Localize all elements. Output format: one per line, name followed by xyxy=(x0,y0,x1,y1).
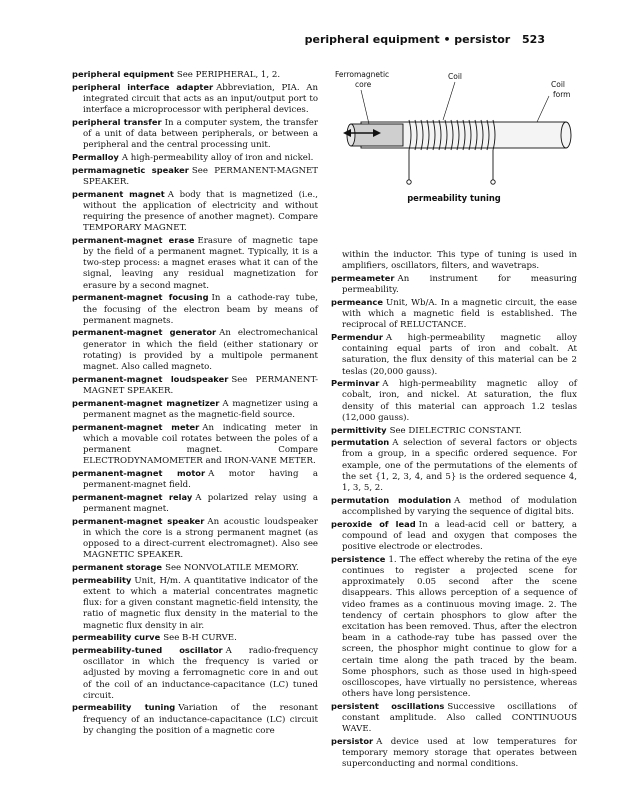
glossary-definition: A magnetizer using a permanent magnet as the magnetic-field source. xyxy=(83,398,318,420)
glossary-definition: 1. The effect whereby the retina of the eye continues to register a projected scene for approximately 0.05 second after the scene disappears. This allows perception of a sequence of video frames as a continuous moving image. 2. The tendency of certain phosphors to glow after the excitation has been removed. Thus, after the electron beam in a cathode-ray tube has passed over the screen, the phosphor might continue to glow for a certain time along the path traced by the beam. Some phosphors, such as those used in high-speed oscilloscopes, have virtually no persistence, whereas others have long persistence. xyxy=(342,554,577,700)
glossary-definition: A polarized relay using a permanent magnet. xyxy=(83,492,318,515)
glossary-entry xyxy=(331,297,577,332)
glossary-entry xyxy=(72,292,318,327)
glossary-definition: A high-permeability magnetic alloy containing equal parts of iron and cobalt. At saturation, the flux density of this material can be 2 teslas (20,000 gauss). xyxy=(342,332,577,377)
glossary-term: peripheral interface adapter xyxy=(72,81,214,92)
glossary-term: permamagnetic speaker xyxy=(72,164,189,175)
glossary-term: permanent-magnet erase xyxy=(72,234,195,245)
glossary-definition: Unit, H/m. A quantitative indicator of the extent to which a material concentrates magnetic flux: for a given constant magnetic-field intensity, the ratio of magnetic flux density in the material to the magnetic flux density in air. xyxy=(83,575,318,631)
glossary-definition: See PERMANENT-MAGNET SPEAKER. xyxy=(83,165,319,187)
glossary-definition: See PERMANENT-MAGNET SPEAKER. xyxy=(83,374,318,396)
terminal-right xyxy=(491,180,495,184)
figure-permeability-tuning xyxy=(331,62,577,212)
glossary-entry xyxy=(72,152,318,164)
glossary-term: permanent-magnet generator xyxy=(72,327,217,338)
glossary-entry xyxy=(72,422,318,468)
glossary-term: permanent-magnet magnetizer xyxy=(72,397,220,408)
glossary-entry xyxy=(331,332,577,378)
glossary-definition: A radio-frequency oscillator in which the frequency is varied or adjusted by moving a ferromagnetic core in and out of the coil of an inductance-capacitance (LC) tuned circuit. xyxy=(83,645,319,701)
glossary-entry xyxy=(331,495,577,518)
glossary-entry xyxy=(331,736,577,771)
glossary-entry xyxy=(72,69,318,81)
glossary-definition: A body that is magnetized (i.e., without the application of electricity and without requiring the presence of another magnet). Compare TEMPORARY MAGNET. xyxy=(83,189,318,234)
label-core-1: Ferromagnetic xyxy=(335,70,390,79)
glossary-entry xyxy=(72,82,318,117)
glossary-definition: Variation of the resonant frequency of an inductance-capacitance (LC) circuit by changing the position of a magnetic core xyxy=(83,703,319,736)
glossary-entry xyxy=(72,516,318,562)
glossary-term: persistent oscillations xyxy=(331,700,445,711)
glossary-entry xyxy=(72,645,318,702)
glossary-definition: In a computer system, the transfer of a unit of data between peripherals, or between a peripheral and the central processing unit. xyxy=(83,117,318,151)
glossary-entry xyxy=(72,632,318,644)
glossary-entry xyxy=(331,250,577,272)
glossary-term: permeability xyxy=(72,574,132,585)
leader-form xyxy=(537,96,549,122)
leader-core xyxy=(361,90,369,124)
glossary-term: peripheral equipment xyxy=(72,69,174,79)
figure-caption: permeability tuning xyxy=(407,193,501,203)
glossary-term: Permalloy xyxy=(72,151,119,162)
coil-diagram xyxy=(331,62,577,192)
glossary-entry xyxy=(331,378,577,424)
glossary-term: persistence xyxy=(331,553,386,564)
glossary-entry xyxy=(72,235,318,292)
glossary-definition: An instrument for measuring permeability. xyxy=(342,273,577,296)
running-header xyxy=(305,33,545,46)
glossary-entry xyxy=(331,273,577,296)
glossary-term: Perminvar xyxy=(331,378,380,389)
glossary-term: persistor xyxy=(331,736,374,747)
glossary-definition: In a lead-acid cell or battery, a compound of lead and oxygen that composes the positive electrode or electrodes. xyxy=(342,519,577,553)
terminal-left xyxy=(407,180,411,184)
glossary-term: permanent-magnet focusing xyxy=(72,292,209,303)
glossary-entry xyxy=(72,468,318,491)
glossary-term: permutation modulation xyxy=(331,494,452,505)
glossary-term: permeability curve xyxy=(72,632,161,643)
glossary-entry xyxy=(72,492,318,515)
glossary-entry xyxy=(72,562,318,574)
glossary-definition: See B-H CURVE. xyxy=(163,633,237,644)
glossary-term: permanent storage xyxy=(72,562,163,573)
glossary-term: permeameter xyxy=(331,272,395,283)
glossary-entry xyxy=(331,701,577,736)
glossary-term: peroxide of lead xyxy=(331,518,416,529)
glossary-entry xyxy=(72,117,318,152)
page-number: 523 xyxy=(522,33,545,46)
glossary-definition: A method of modulation accomplished by varying the sequence of digital bits. xyxy=(342,495,577,517)
glossary-entry xyxy=(72,374,318,397)
glossary-entry xyxy=(72,165,318,188)
glossary-definition: Successive oscillations of constant amplitude. Also called CONTINUOUS WAVE. xyxy=(342,701,577,735)
label-coil: Coil xyxy=(448,72,462,81)
glossary-entry xyxy=(331,437,577,494)
left-column xyxy=(72,69,318,738)
glossary-term: permeability tuning xyxy=(72,702,176,713)
glossary-term: permanent-magnet motor xyxy=(72,467,206,478)
glossary-entry xyxy=(331,519,577,554)
glossary-definition: An electromechanical generator in which the field (either stationary or rotating) is provided by a multipole permanent magnet. Also called magneto. xyxy=(83,328,318,373)
glossary-definition: See DIELECTRIC CONSTANT. xyxy=(389,425,522,436)
glossary-entry xyxy=(72,327,318,373)
glossary-term: permittivity xyxy=(331,424,387,435)
glossary-entry xyxy=(72,398,318,421)
glossary-definition: Erasure of magnetic tape by the field of a permanent magnet. Typically, it is a two-step process: a magnet erases what it can of the signal, leaving any residual magnetization for erasure by a second magnet. xyxy=(83,235,318,291)
glossary-entry xyxy=(331,554,577,701)
label-form-2: form xyxy=(553,90,571,99)
label-form-1: Coil xyxy=(551,80,565,89)
glossary-term: peripheral transfer xyxy=(72,116,162,127)
glossary-definition: within the inductor. This type of tuning is used in amplifiers, oscillators, filters, and wavetraps. xyxy=(342,250,577,272)
glossary-entry xyxy=(72,575,318,632)
coil-form-end xyxy=(561,122,571,148)
leader-coil xyxy=(443,82,455,120)
glossary-definition: A device used at low temperatures for temporary memory storage that operates between superconducting and normal conditions. xyxy=(342,737,577,770)
glossary-definition: Unit, Wb/A. In a magnetic circuit, the ease with which a magnetic field is established. The reciprocal of RELUCTANCE. xyxy=(342,297,577,331)
glossary-term: permanent-magnet meter xyxy=(72,421,200,432)
glossary-entry xyxy=(72,702,318,737)
glossary-definition: See PERIPHERAL, 1, 2. xyxy=(176,70,281,80)
running-title: peripheral equipment • persistor xyxy=(304,33,511,46)
glossary-entry xyxy=(72,189,318,235)
glossary-term: permutation xyxy=(331,437,390,448)
glossary-term: permanent-magnet loudspeaker xyxy=(72,373,229,384)
glossary-definition: A motor having a permanent-magnet field. xyxy=(83,468,318,491)
glossary-term: permanent magnet xyxy=(72,188,165,199)
label-core-2: core xyxy=(355,80,372,89)
glossary-definition: Abbreviation, PIA. An integrated circuit that acts as an input/output port to interface a microprocessor with peripheral devices. xyxy=(83,82,318,116)
glossary-term: permeability-tuned oscillator xyxy=(72,644,223,655)
glossary-term: Permendur xyxy=(331,331,383,342)
glossary-definition: A selection of several factors or objects from a group, in a specific ordered sequence. For example, one of the permutations of the elements of the set {1, 2, 3, 4, and 5} is the ordered sequence 4, 1, 3, 5, 2. xyxy=(342,438,577,494)
glossary-definition: An indicating meter in which a movable coil rotates between the poles of a permanent magnet. Compare ELECTRODYNAMOMETER and IRON-VANE METER. xyxy=(83,422,319,467)
glossary-definition: In a cathode-ray tube, the focusing of the electron beam by means of permanent magnets. xyxy=(83,293,319,326)
glossary-definition: A high-permeability alloy of iron and nickel. xyxy=(121,152,314,163)
right-column xyxy=(331,250,577,771)
glossary-term: permanent-magnet speaker xyxy=(72,515,205,526)
glossary-definition: See NONVOLATILE MEMORY. xyxy=(165,563,299,574)
glossary-entry xyxy=(331,425,577,437)
glossary-definition: An acoustic loudspeaker in which the core is a strong permanent magnet (as opposed to a direct-current electromagnet). Also see MAGNETIC SPEAKER. xyxy=(83,516,318,561)
glossary-definition: A high-permeability magnetic alloy of cobalt, iron, and nickel. At saturation, the flux density of this material can approach 1.2 teslas (12,000 gauss). xyxy=(342,379,577,423)
glossary-term: permanent-magnet relay xyxy=(72,491,193,502)
glossary-term: permeance xyxy=(331,296,383,307)
